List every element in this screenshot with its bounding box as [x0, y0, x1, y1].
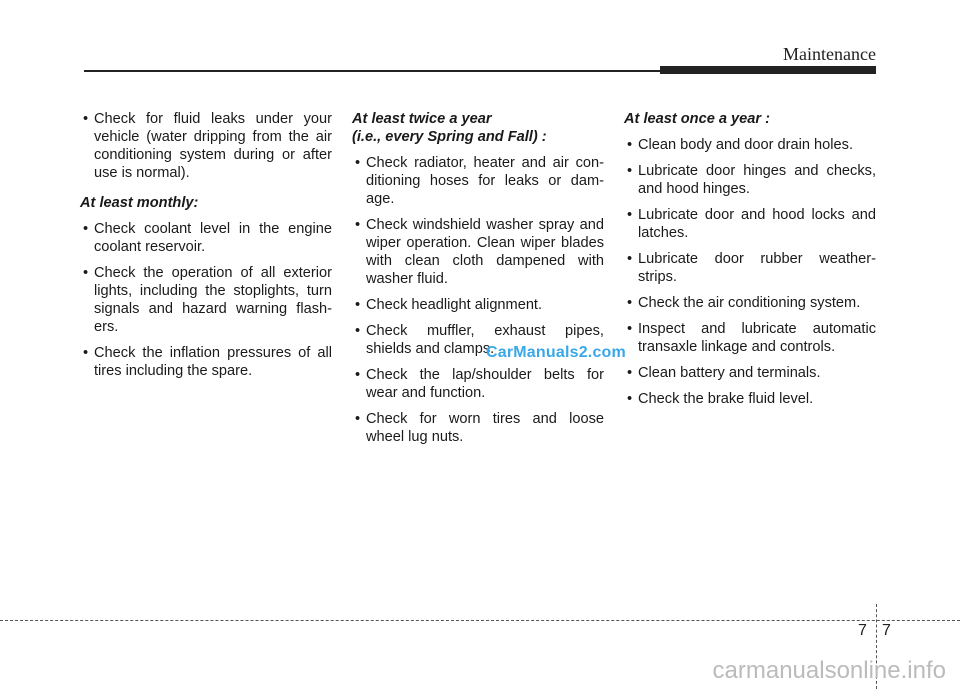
- heading-at-least-monthly: At least monthly:: [80, 195, 199, 211]
- list-item: • Check coolant level in the engine coolant reservoir.: [80, 220, 332, 256]
- section-title: Maintenance: [783, 44, 876, 64]
- column-2: [352, 110, 604, 454]
- list-item: • Check headlight alignment.: [352, 296, 604, 314]
- list-item: • Check the inflation pressures of all tires including the spare.: [80, 344, 332, 380]
- checklist-twice-a-year: [352, 154, 604, 446]
- heading-twice-a-year: [352, 110, 604, 146]
- list-item: • Lubricate door rubber weather-strips.: [624, 250, 876, 286]
- list-item: • Check the operation of all exterior lights, including the stoplights, turn signals and hazard warning flash-ers.: [80, 264, 332, 336]
- checklist-top: [80, 110, 332, 182]
- list-item: • Lubricate door and hood locks and latches.: [624, 206, 876, 242]
- column-1: [80, 110, 332, 388]
- section-number: 7: [858, 622, 867, 639]
- list-item: • Lubricate door hinges and checks, and hood hinges.: [624, 162, 876, 198]
- list-item: • Check windshield washer spray and wiper operation. Clean wiper blades with clean cloth dampened with washer fluid.: [352, 216, 604, 288]
- heading-twice-a-year-line1: At least twice a year: [352, 111, 492, 127]
- list-item: • Check radiator, heater and air con-ditioning hoses for leaks or dam-age.: [352, 154, 604, 208]
- page-number: 7: [882, 622, 891, 639]
- heading-once-a-year: At least once a year :: [624, 111, 771, 127]
- list-item: • Check muffler, exhaust pipes, shields and clamps.: [352, 322, 604, 358]
- checklist-monthly: [80, 220, 332, 380]
- footer-watermark[interactable]: carmanualsonline.info: [712, 657, 946, 684]
- list-item: • Clean body and door drain holes.: [624, 136, 876, 154]
- footer-dashed-rule: [0, 620, 960, 621]
- header-rule-thin: [84, 70, 660, 72]
- header-rule-thick: [660, 66, 876, 74]
- list-item: • Check the air conditioning system.: [624, 294, 876, 312]
- checklist-once-a-year: [624, 136, 876, 408]
- watermark-link[interactable]: CarManuals2.com: [486, 344, 626, 361]
- list-item: • Check the brake fluid level.: [624, 390, 876, 408]
- list-item: • Check the lap/shoulder belts for wear and function.: [352, 366, 604, 402]
- list-item: • Check for worn tires and loose wheel lug nuts.: [352, 410, 604, 446]
- column-3: [624, 110, 876, 416]
- heading-twice-a-year-line2: (i.e., every Spring and Fall) :: [352, 129, 547, 145]
- list-item: • Inspect and lubricate automatic transaxle linkage and controls.: [624, 320, 876, 356]
- list-item: • Check for fluid leaks under your vehicle (water dripping from the air conditioning system during or after use is normal).: [80, 110, 332, 182]
- list-item: • Clean battery and terminals.: [624, 364, 876, 382]
